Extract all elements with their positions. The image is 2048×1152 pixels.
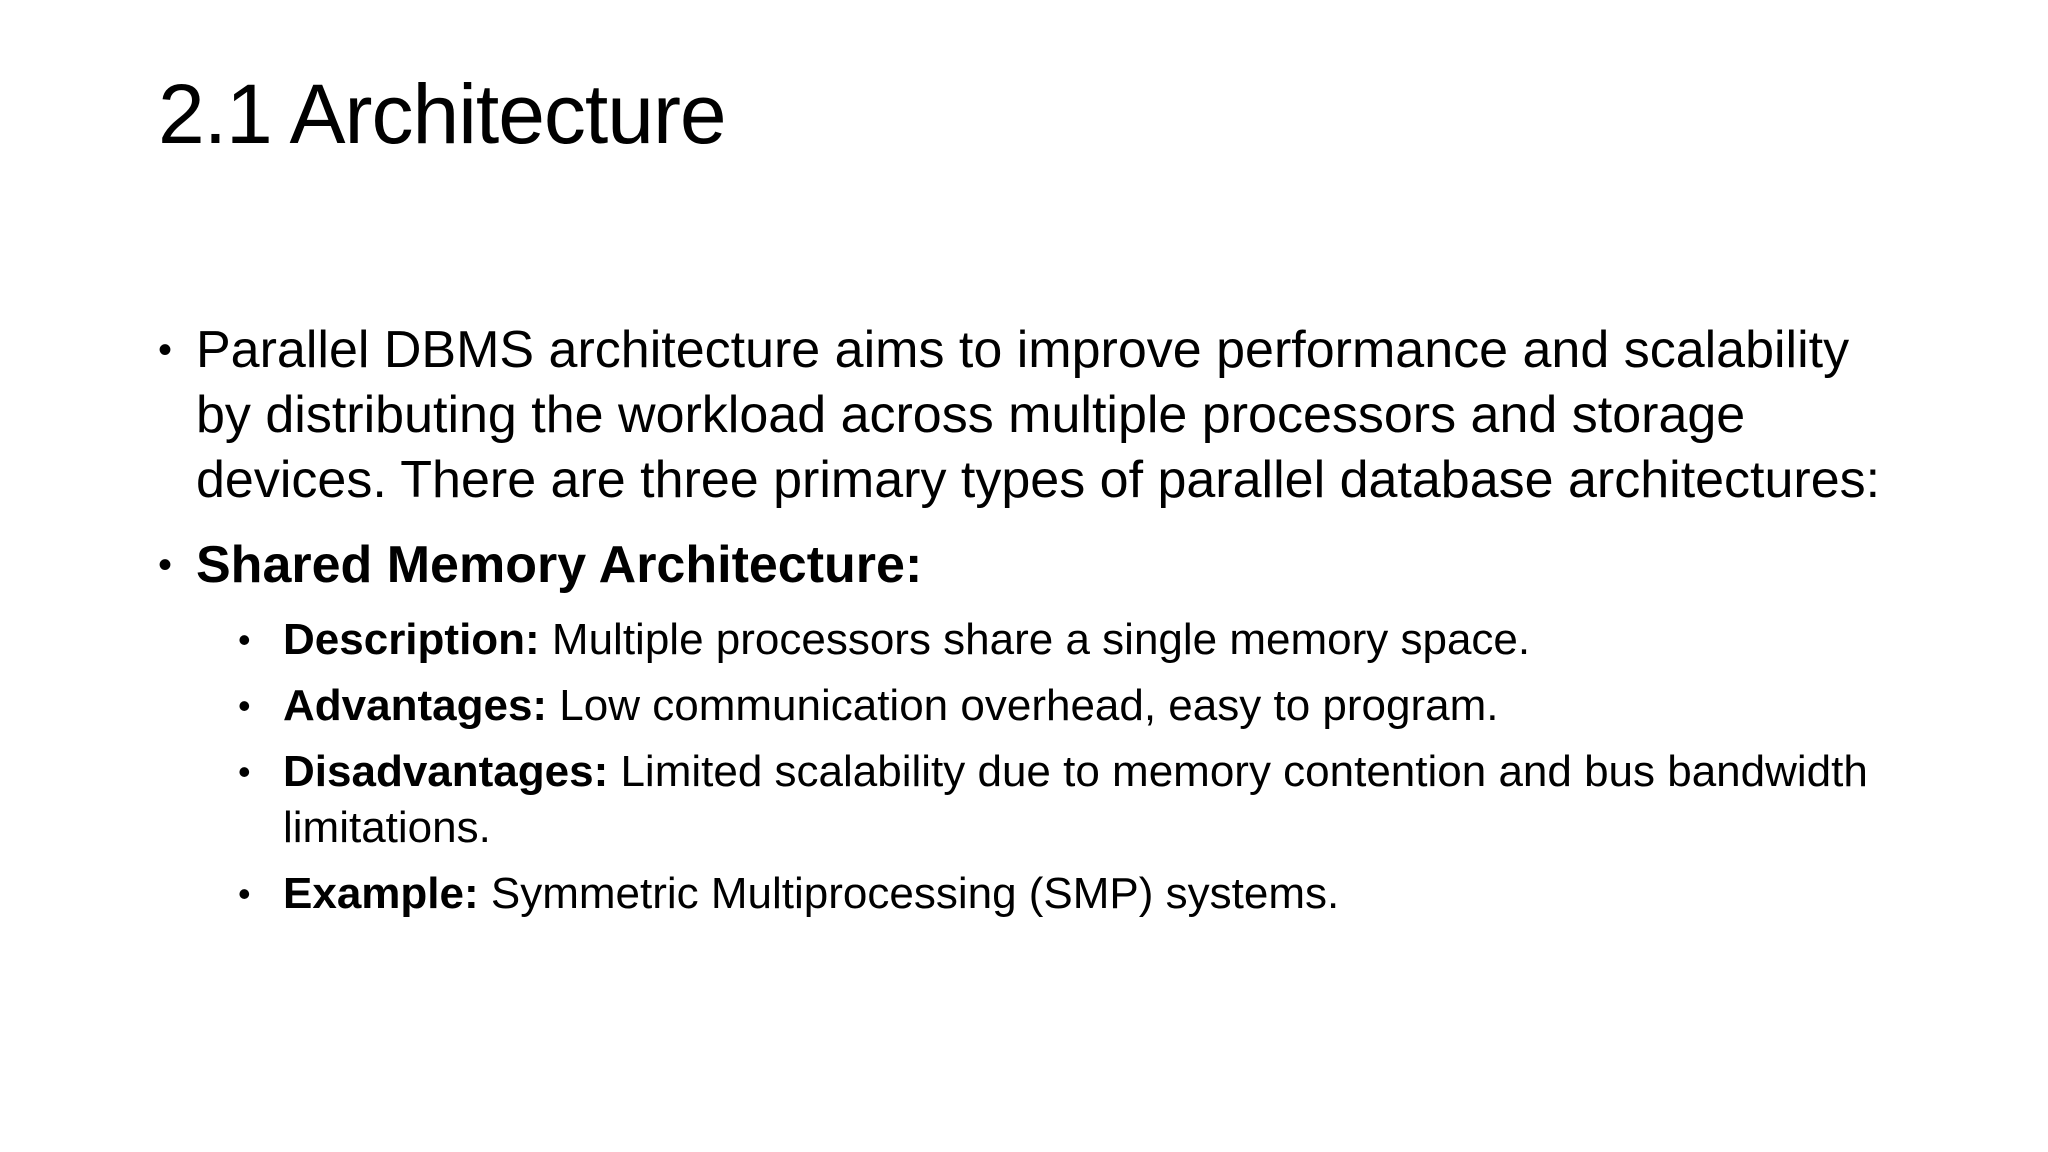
bullet-glyph: •	[238, 873, 251, 914]
subitem-term: Disadvantages:	[283, 747, 609, 796]
subitem-text: Limited scalability due to memory contention and bus bandwidth limitations.	[283, 747, 1868, 852]
slide-body	[158, 318, 1918, 932]
bullet-intro	[158, 318, 1918, 513]
bullet-intro-text: Parallel DBMS architecture aims to improve performance and scalability by distributing the workload across multiple processors and storage devices. There are three primary types of parallel database architectures:	[196, 321, 1881, 509]
bullet-glyph: •	[238, 619, 251, 660]
subitem-term: Example:	[283, 869, 479, 918]
subitem-term: Advantages:	[283, 681, 548, 730]
subitem-description	[238, 612, 1918, 668]
slide-title: 2.1 Architecture	[158, 67, 726, 161]
bullet-shared-memory	[158, 533, 1918, 598]
bullet-glyph: •	[238, 751, 251, 792]
subitem-text: Multiple processors share a single memory space.	[539, 615, 1531, 664]
bullet-glyph: •	[158, 328, 173, 372]
subitem-text: Symmetric Multiprocessing (SMP) systems.	[478, 869, 1340, 918]
subitem-advantages	[238, 678, 1918, 734]
bullet-shared-memory-heading: Shared Memory Architecture:	[196, 536, 923, 594]
subitem-text: Low communication overhead, easy to program.	[547, 681, 1499, 730]
subitem-example	[238, 866, 1918, 922]
bullet-glyph: •	[238, 685, 251, 726]
subitem-term: Description:	[283, 615, 540, 664]
shared-memory-subitems	[238, 612, 1918, 922]
bullet-glyph: •	[158, 543, 173, 587]
subitem-disadvantages	[238, 744, 1918, 856]
